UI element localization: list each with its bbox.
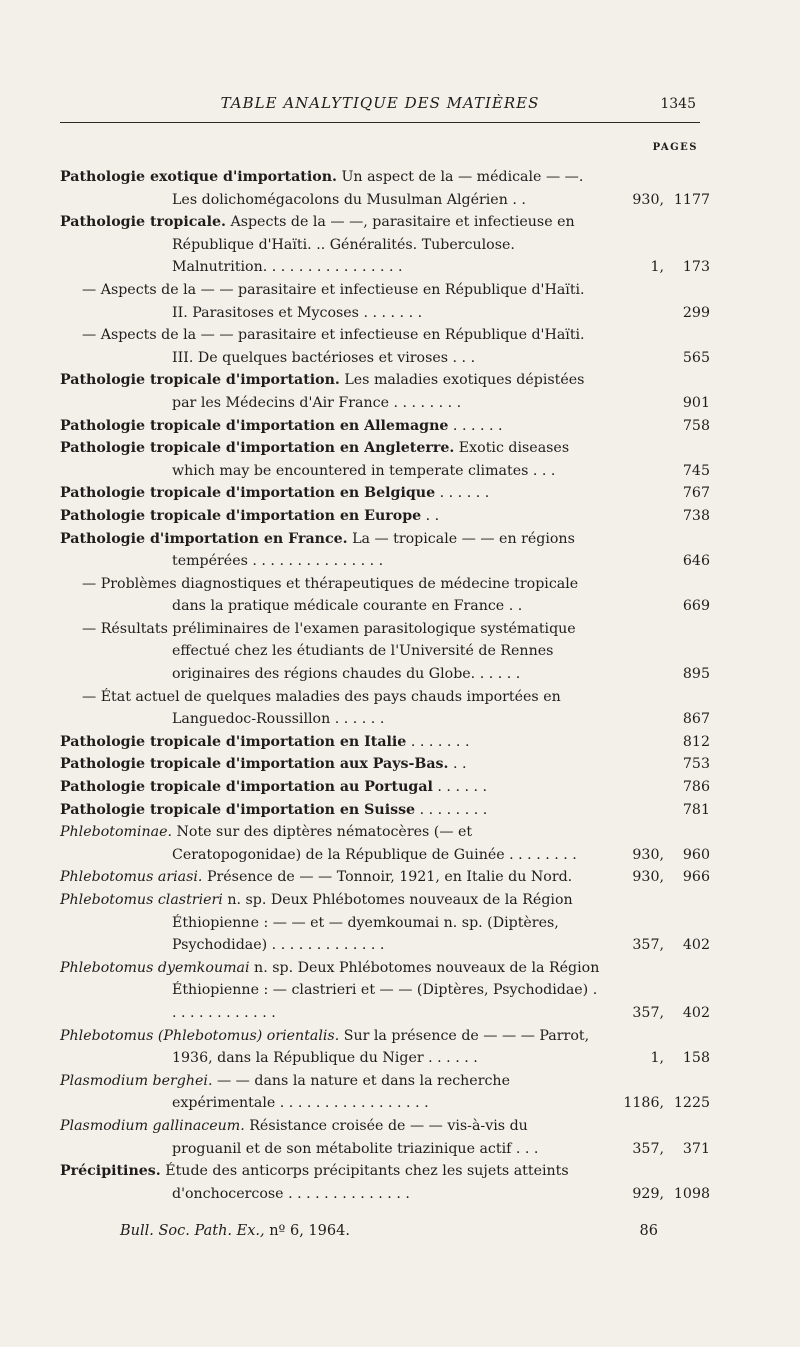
entry-text: . . xyxy=(421,507,440,524)
index-entry xyxy=(60,618,710,686)
entry-volume: 357, xyxy=(632,1004,664,1021)
entry-text: Problèmes diagnostiques et thérapeutiques de médecine tropicale dans la pratique médicale courante en France . . xyxy=(96,575,579,615)
running-header xyxy=(60,92,700,123)
entry-text: . . . . . . xyxy=(448,417,503,434)
entry-heading: — xyxy=(82,281,97,298)
index-entry xyxy=(60,528,710,573)
entry-text: . . . . . . xyxy=(435,485,490,502)
entry-page: 646 xyxy=(682,553,710,570)
entry-references xyxy=(604,776,710,799)
index-entry xyxy=(60,866,710,889)
entry-text: État actuel de quelques maladies des pays chauds importées en Languedoc-Roussillon . . . . . . xyxy=(96,688,561,728)
entry-references xyxy=(604,1092,710,1115)
entry-text: — — dans la nature et dans la recherche expérimentale . . . . . . . . . . . . . . . . . xyxy=(172,1072,510,1112)
index-entry xyxy=(60,437,710,482)
entry-text: Note sur des diptères nématocères (— et Ceratopogonidae) de la République de Guinée . . . . . . . . xyxy=(171,824,577,863)
entry-heading: Plasmodium berghei. xyxy=(60,1072,213,1089)
index-entry xyxy=(60,1070,710,1115)
entry-heading: — xyxy=(82,620,97,637)
index-entry xyxy=(60,279,710,324)
entry-heading: Phlebotomus dyemkoumai xyxy=(60,959,250,976)
pages-column-label: PAGES xyxy=(652,142,698,153)
entry-page: 753 xyxy=(682,756,710,773)
entry-references xyxy=(604,1138,710,1161)
entry-references xyxy=(604,505,710,528)
page-number: 1345 xyxy=(660,96,696,112)
entry-page: 565 xyxy=(682,349,710,366)
index-entry xyxy=(60,753,710,776)
entry-text: Exotic diseases which may be encountered in temperate climates . . . xyxy=(172,440,570,479)
index-entry xyxy=(60,369,710,414)
entry-heading: Pathologie d'importation en France. xyxy=(60,530,348,547)
entry-volume: 930, xyxy=(632,846,664,863)
entry-page: 960 xyxy=(682,846,710,863)
entry-references xyxy=(604,753,710,776)
entry-heading: Pathologie tropicale d'importation en Italie xyxy=(60,733,407,750)
entry-references xyxy=(604,731,710,754)
entry-text: Étude des anticorps précipitants chez les sujets atteints d'onchocercose . . . . . . . . . . . . . . xyxy=(160,1163,569,1202)
entry-heading: Pathologie tropicale d'importation. xyxy=(60,372,340,389)
sheet-number: 86 xyxy=(639,1223,658,1239)
entry-heading: Précipitines. xyxy=(60,1163,161,1180)
entry-text: Résistance croisée de — — vis-à-vis du proguanil et de son métabolite triazinique actif . . . xyxy=(172,1117,539,1157)
entry-heading: Pathologie tropicale d'importation en Suisse xyxy=(60,801,416,818)
entry-text: Aspects de la — — parasitaire et infectieuse en République d'Haïti. II. Parasitoses et Mycoses . . . . . . . xyxy=(96,281,585,321)
entry-references xyxy=(604,708,710,731)
index-entry xyxy=(60,415,710,438)
entry-heading: Pathologie tropicale d'importation au Portugal xyxy=(60,779,433,796)
page-footer xyxy=(120,1223,660,1239)
entry-text: La — tropicale — — en régions tempérées . . . . . . . . . . . . . . . xyxy=(172,530,575,570)
index-entry xyxy=(60,211,710,279)
entry-references xyxy=(604,799,710,822)
entry-text: Les maladies exotiques dépistées par les Médecins d'Air France . . . . . . . . xyxy=(172,372,585,411)
entry-heading: — xyxy=(82,688,97,705)
index-entry xyxy=(60,821,710,866)
entry-page: 402 xyxy=(682,937,710,954)
entry-heading: Pathologie tropicale d'importation en Belgique xyxy=(60,485,436,502)
entry-page: 158 xyxy=(682,1050,710,1067)
entry-references xyxy=(604,302,710,325)
entry-heading: — xyxy=(82,327,97,344)
index-entry xyxy=(60,573,710,618)
entry-references xyxy=(604,550,710,573)
entry-references xyxy=(604,256,710,279)
entry-heading: Pathologie tropicale d'importation en Angleterre. xyxy=(60,440,455,457)
entry-references xyxy=(604,415,710,438)
entry-page: 745 xyxy=(682,462,710,479)
entry-references xyxy=(604,460,710,483)
entry-text: . . . . . . xyxy=(432,779,488,796)
entry-text: n. sp. Deux Phlébotomes nouveaux de la Région Éthiopienne : — — et — dyemkoumai n. sp. (Diptères, Psychodidae) . . . . . . . . . . . . . xyxy=(172,892,573,954)
entry-volume: 930, xyxy=(632,869,664,886)
entry-references xyxy=(604,595,710,618)
entry-references xyxy=(604,866,710,889)
entry-page: 758 xyxy=(682,417,710,434)
entry-text: Aspects de la — — parasitaire et infectieuse en République d'Haïti. III. De quelques bactérioses et viroses . . . xyxy=(96,327,585,366)
entry-volume: 1186, xyxy=(623,1095,664,1112)
entry-page: 812 xyxy=(682,733,710,750)
entry-page: 299 xyxy=(682,304,710,321)
entry-page: 966 xyxy=(682,869,710,886)
entry-heading: Phlebotomus clastrieri xyxy=(60,892,223,908)
entry-references xyxy=(604,482,710,505)
entry-text: . . xyxy=(448,756,467,773)
entry-volume: 930, xyxy=(632,191,664,208)
entry-references xyxy=(604,347,710,370)
index-entry xyxy=(60,482,710,505)
entry-volume: 929, xyxy=(632,1185,664,1202)
index-entry xyxy=(60,957,710,1025)
entry-references xyxy=(604,189,710,212)
entry-text: Résultats préliminaires de l'examen parasitologique systématique effectué chez les étudiants de l'Université de Rennes originaires des régions chaudes du Globe. . . . . . xyxy=(96,620,576,683)
entry-page: 1225 xyxy=(673,1095,710,1112)
index-entry xyxy=(60,686,710,731)
entry-heading: Phlebotomus ariasi. xyxy=(60,869,203,886)
entry-text: Sur la présence de — — — Parrot, 1936, dans la République du Niger . . . . . . xyxy=(172,1027,590,1067)
entry-references xyxy=(604,844,710,867)
entry-text: Présence de — — Tonnoir, 1921, en Italie du Nord. xyxy=(202,869,573,886)
entry-text: Un aspect de la — médicale — —. Les dolichomégacolons du Musulman Algérien . . xyxy=(172,169,584,208)
index-entry xyxy=(60,889,710,957)
index-entry xyxy=(60,1115,710,1160)
journal-name: Bull. Soc. Path. Ex., xyxy=(120,1223,265,1239)
entry-page: 895 xyxy=(682,666,710,683)
entry-page: 1098 xyxy=(673,1185,710,1202)
entry-volume: 1, xyxy=(650,1050,664,1067)
index-entry xyxy=(60,324,710,369)
entry-references xyxy=(604,1002,710,1025)
entry-heading: Phlebotominae. xyxy=(60,824,172,841)
index-entry xyxy=(60,799,710,822)
entry-page: 371 xyxy=(682,1140,710,1157)
entry-heading: Pathologie tropicale d'importation en Allemagne xyxy=(60,417,449,434)
entry-page: 1177 xyxy=(673,191,710,208)
entry-volume: 1, xyxy=(650,259,664,276)
entry-heading: Pathologie tropicale d'importation aux Pays-Bas. xyxy=(60,756,449,773)
entry-page: 786 xyxy=(682,779,710,796)
entry-heading: Pathologie tropicale. xyxy=(60,214,226,231)
entry-page: 867 xyxy=(682,711,710,728)
index-entry xyxy=(60,776,710,799)
index-entry xyxy=(60,1025,710,1070)
entry-references xyxy=(604,1183,710,1206)
entry-heading: Pathologie tropicale d'importation en Europe xyxy=(60,507,422,524)
index-entries xyxy=(60,166,710,1205)
entry-page: 767 xyxy=(682,485,710,502)
entry-text: . . . . . . . xyxy=(406,733,470,750)
entry-page: 669 xyxy=(682,598,710,615)
index-entry xyxy=(60,731,710,754)
entry-page: 901 xyxy=(682,394,710,411)
index-entry xyxy=(60,166,710,211)
entry-volume: 357, xyxy=(632,937,664,954)
entry-volume: 357, xyxy=(632,1140,664,1157)
entry-heading: Pathologie exotique d'importation. xyxy=(60,169,337,185)
entry-page: 781 xyxy=(682,801,710,818)
entry-page: 738 xyxy=(682,507,710,524)
index-entry xyxy=(60,505,710,528)
entry-page: 402 xyxy=(682,1004,710,1021)
entry-text: Aspects de la — —, parasitaire et infectieuse en République d'Haïti. .. Généralités. Tuberculose. Malnutrition. . . . . . . . . . . . . . . . xyxy=(172,214,575,276)
entry-references xyxy=(604,663,710,686)
entry-page: 173 xyxy=(682,259,710,276)
entry-heading: — xyxy=(82,575,97,592)
entry-heading: Plasmodium gallinaceum. xyxy=(60,1117,245,1134)
journal-issue: nº 6, 1964. xyxy=(264,1223,350,1239)
running-title: TABLE ANALYTIQUE DES MATIÈRES xyxy=(220,94,540,112)
entry-references xyxy=(604,392,710,415)
index-entry xyxy=(60,1160,710,1205)
entry-references xyxy=(604,1047,710,1070)
entry-text: n. sp. Deux Phlébotomes nouveaux de la Région Éthiopienne : — clastrieri et — — (Diptères, Psychodidae) . . . . . . . . . . . . . xyxy=(172,959,600,1021)
entry-references xyxy=(604,934,710,957)
entry-heading: Phlebotomus (Phlebotomus) orientalis. xyxy=(60,1027,340,1044)
entry-text: . . . . . . . . xyxy=(415,801,488,818)
